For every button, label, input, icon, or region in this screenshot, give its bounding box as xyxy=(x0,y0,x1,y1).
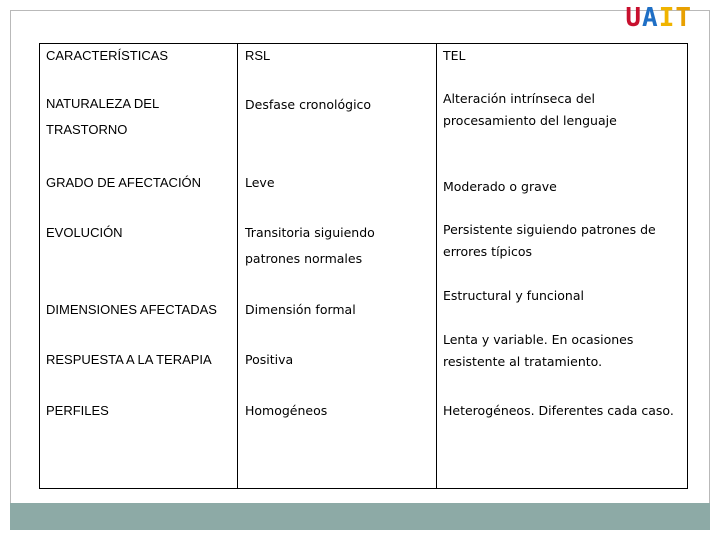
row-tel-profiles: Heterogéneos. Diferentes cada caso. xyxy=(443,403,674,418)
logo-letter-i: I xyxy=(658,3,676,33)
header-characteristics: CARACTERÍSTICAS xyxy=(46,48,169,63)
row-feature-dimensions: DIMENSIONES AFECTADAS xyxy=(46,302,217,317)
row-tel-therapy: Lenta y variable. En ocasiones resistente al tratamiento. xyxy=(443,332,634,369)
row-tel-evolution: Persistente siguiendo patrones de errores típicos xyxy=(443,222,656,259)
row-rsl-dimensions: Dimensión formal xyxy=(245,302,356,317)
header-tel: TEL xyxy=(443,48,466,63)
row-feature-therapy: RESPUESTA A LA TERAPIA xyxy=(46,352,212,367)
row-tel-degree: Moderado o grave xyxy=(443,179,557,194)
row-feature-degree: GRADO DE AFECTACIÓN xyxy=(46,175,202,190)
header-rsl: RSL xyxy=(245,48,271,63)
column-divider-1 xyxy=(237,44,238,488)
logo-letter-u: U xyxy=(625,3,643,33)
column-divider-2 xyxy=(436,44,437,488)
logo-letter-t: T xyxy=(675,3,692,33)
logo-letter-a: A xyxy=(642,3,659,33)
row-rsl-evolution: Transitoria siguiendo patrones normales xyxy=(245,225,375,266)
row-rsl-nature: Desfase cronológico xyxy=(245,97,372,112)
row-feature-nature: NATURALEZA DEL TRASTORNO xyxy=(46,96,159,137)
row-feature-profiles: PERFILES xyxy=(46,403,109,418)
uait-logo xyxy=(625,3,692,33)
footer-bar xyxy=(10,503,710,530)
row-rsl-degree: Leve xyxy=(245,175,275,190)
row-rsl-profiles: Homogéneos xyxy=(245,403,328,418)
row-feature-evolution: EVOLUCIÓN xyxy=(46,225,123,240)
row-tel-dimensions: Estructural y funcional xyxy=(443,288,584,303)
row-tel-nature: Alteración intrínseca del procesamiento del lenguaje xyxy=(443,91,617,128)
comparison-table xyxy=(39,43,688,489)
row-rsl-therapy: Positiva xyxy=(245,352,294,367)
